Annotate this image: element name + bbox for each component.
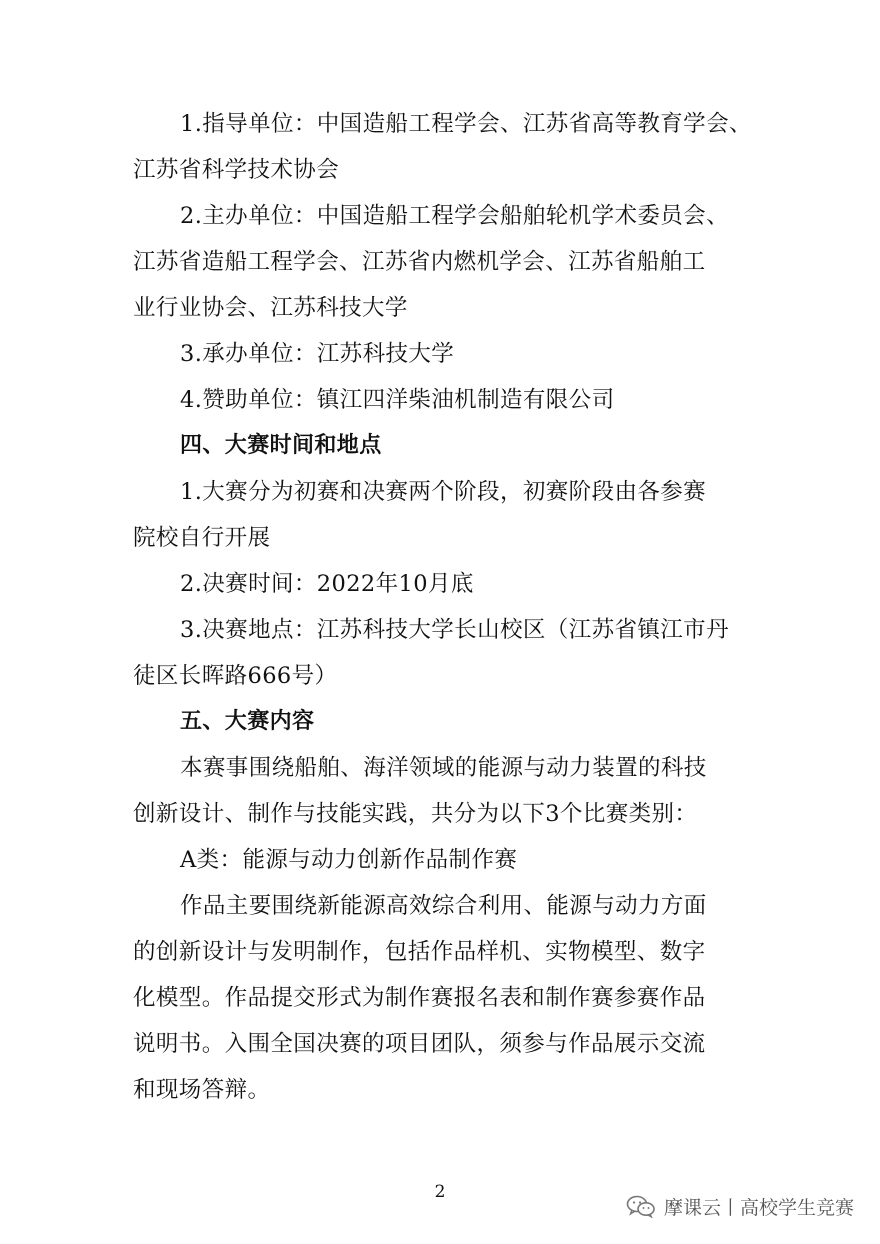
text-line: 作品主要围绕新能源高效综合利用、能源与动力方面 (180, 893, 707, 919)
watermark-text: 摩课云丨高校学生竞赛 (663, 1196, 854, 1219)
text-line: 院校自行开展 (133, 525, 271, 551)
text-line: 徒区长晖路666号） (133, 663, 338, 689)
text-line: 江苏省科学技术协会 (133, 157, 340, 183)
section-heading: 四、大赛时间和地点 (180, 433, 382, 458)
text-line: 3.决赛地点：江苏科技大学长山校区（江苏省镇江市丹 (180, 617, 729, 643)
text-line: 2.决赛时间：2022年10月底 (180, 571, 474, 597)
text-line: 化模型。作品提交形式为制作赛报名表和制作赛参赛作品 (133, 985, 706, 1011)
watermark (626, 1192, 854, 1220)
text-line: 3.承办单位：江苏科技大学 (180, 341, 455, 367)
text-line: 业行业协会、江苏科技大学 (133, 295, 408, 321)
page-number: 2 (434, 1182, 446, 1202)
text-line: 的创新设计与发明制作，包括作品样机、实物模型、数字 (133, 939, 706, 965)
text-line: A类：能源与动力创新作品制作赛 (180, 847, 518, 873)
wechat-icon (626, 1194, 656, 1218)
text-line: 2.主办单位：中国造船工程学会船舶轮机学术委员会、 (180, 203, 729, 229)
text-line: 创新设计、制作与技能实践，共分为以下3个比赛类别： (133, 801, 698, 827)
text-line: 4.赞助单位：镇江四洋柴油机制造有限公司 (180, 387, 615, 413)
text-line: 说明书。入围全国决赛的项目团队，须参与作品展示交流 (133, 1031, 706, 1057)
section-heading: 五、大赛内容 (180, 709, 315, 734)
text-line: 江苏省造船工程学会、江苏省内燃机学会、江苏省船舶工 (133, 249, 706, 275)
text-line: 1.指导单位：中国造船工程学会、江苏省高等教育学会、 (180, 111, 752, 137)
text-line: 和现场答辩。 (133, 1077, 271, 1103)
text-line: 1.大赛分为初赛和决赛两个阶段，初赛阶段由各参赛 (180, 479, 707, 505)
text-line: 本赛事围绕船舶、海洋领域的能源与动力装置的科技 (180, 755, 707, 781)
